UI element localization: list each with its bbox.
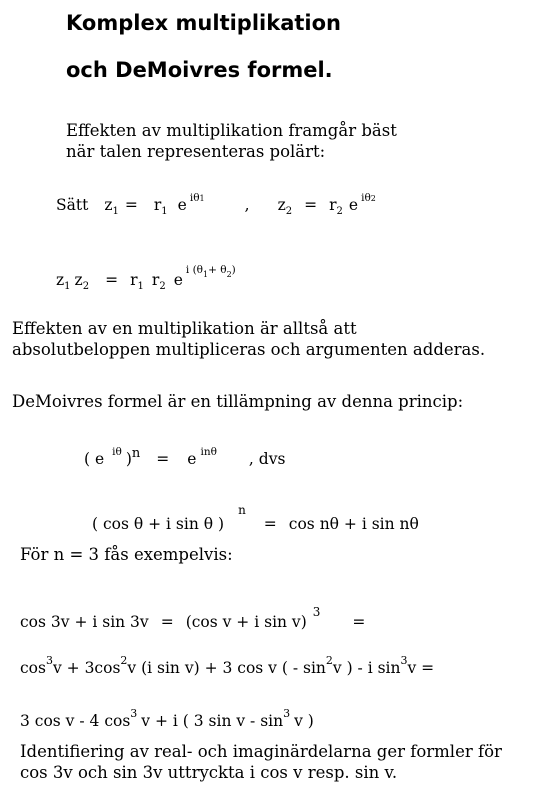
ex2-part: v + 3cos xyxy=(52,659,121,677)
ex2-part: cos xyxy=(20,659,46,677)
e-symbol: e xyxy=(173,271,183,289)
exponent: iθ xyxy=(361,192,371,204)
exponent: 3 xyxy=(130,707,138,720)
exponent-n: n xyxy=(131,446,141,461)
e-symbol: e xyxy=(187,450,197,468)
para1-line2: absolutbeloppen multipliceras och argumenten adderas. xyxy=(12,340,486,359)
z-symbol: z xyxy=(277,196,286,214)
dvs-text: , dvs xyxy=(248,450,286,468)
z-symbol: z xyxy=(56,271,65,289)
exponent: 2 xyxy=(120,654,128,667)
exponent: 3 xyxy=(45,654,53,667)
ex2-part: v ) - i sin xyxy=(332,659,401,677)
exponent: 3 xyxy=(312,605,321,619)
r-symbol: r xyxy=(151,271,160,289)
equals-sign: = xyxy=(304,196,318,214)
ex3-part: v + i ( 3 sin v - sin xyxy=(141,712,284,730)
e-symbol: e xyxy=(177,196,187,214)
subscript: 1 xyxy=(137,281,144,292)
paren-close: ) xyxy=(125,450,132,468)
subscript: 2 xyxy=(336,206,343,217)
equals-sign: = xyxy=(124,196,138,214)
comma: , xyxy=(244,196,250,214)
intro-line1: Effekten av multiplikation framgår bäst xyxy=(66,121,397,140)
ex1-mid: (cos v + i sin v) xyxy=(185,613,307,631)
equals-sign: = xyxy=(352,613,366,631)
z-symbol: z xyxy=(74,271,83,289)
e-symbol: e xyxy=(348,196,359,214)
product-equation xyxy=(56,264,236,292)
exponent-plus: + θ xyxy=(208,264,227,276)
r-symbol: r xyxy=(130,271,138,289)
ex3-part: 3 cos v - 4 cos xyxy=(20,712,131,730)
para2: DeMoivres formel är en tillämpning av denna princip: xyxy=(12,392,464,411)
exponent-subscript: 1 xyxy=(203,270,209,279)
exponent-subscript: 1 xyxy=(199,194,205,203)
z-symbol: z xyxy=(104,196,113,214)
equals-sign: = xyxy=(160,613,174,631)
example-line2 xyxy=(20,654,434,677)
satt-word: Sätt xyxy=(56,196,89,214)
subscript: 1 xyxy=(64,281,71,292)
example-intro: För n = 3 fås exempelvis: xyxy=(20,545,233,564)
ex3-part: v ) xyxy=(294,712,314,730)
demoivre-lhs: ( cos θ + i sin θ ) xyxy=(92,515,225,533)
equals-sign: = xyxy=(156,450,170,468)
exponent-close: ) xyxy=(231,264,236,276)
ex2-part: v (i sin v) + 3 cos v ( - sin xyxy=(127,659,326,677)
ex2-part: v = xyxy=(407,659,435,677)
page-title: Komplex multiplikation xyxy=(66,11,341,35)
r-symbol: r xyxy=(153,196,162,214)
exponent-subscript: 2 xyxy=(370,194,376,203)
polar-form-equation xyxy=(56,192,376,217)
demoivre-rhs: cos nθ + i sin nθ xyxy=(288,515,419,533)
equals-sign: = xyxy=(263,515,277,533)
paren-e: ( e xyxy=(84,450,105,468)
para1-line1: Effekten av en multiplikation är alltså att xyxy=(12,319,357,338)
exponent: inθ xyxy=(200,446,217,458)
subscript: 2 xyxy=(82,281,90,292)
exponent: 3 xyxy=(283,707,291,720)
subscript: 1 xyxy=(112,206,119,217)
subscript: 2 xyxy=(285,206,293,217)
exponent: iθ xyxy=(112,446,122,458)
exponent: 2 xyxy=(325,654,333,667)
intro-line2: när talen representeras polärt: xyxy=(66,142,326,161)
subscript: 2 xyxy=(159,281,166,292)
ex1-lhs: cos 3v + i sin 3v xyxy=(20,613,149,631)
exponent: iθ xyxy=(189,192,200,204)
subscript: 1 xyxy=(161,206,168,217)
demoivre-trig xyxy=(92,503,419,533)
conclusion-line2: cos 3v och sin 3v uttryckta i cos v resp. sin v. xyxy=(20,763,398,782)
exponent-open: i (θ xyxy=(185,264,203,276)
example-line3 xyxy=(20,707,314,730)
conclusion-line1: Identifiering av real- och imaginärdelarna ger formler för xyxy=(20,742,502,761)
page-title-line2: och DeMoivres formel. xyxy=(66,58,333,82)
example-line1 xyxy=(20,605,365,631)
exponent-subscript: 2 xyxy=(226,270,232,279)
equals-sign: = xyxy=(105,271,119,289)
r-symbol: r xyxy=(329,196,337,214)
exponent: 3 xyxy=(400,654,408,667)
exponent-n: n xyxy=(238,503,246,517)
demoivre-exponential xyxy=(84,446,285,468)
